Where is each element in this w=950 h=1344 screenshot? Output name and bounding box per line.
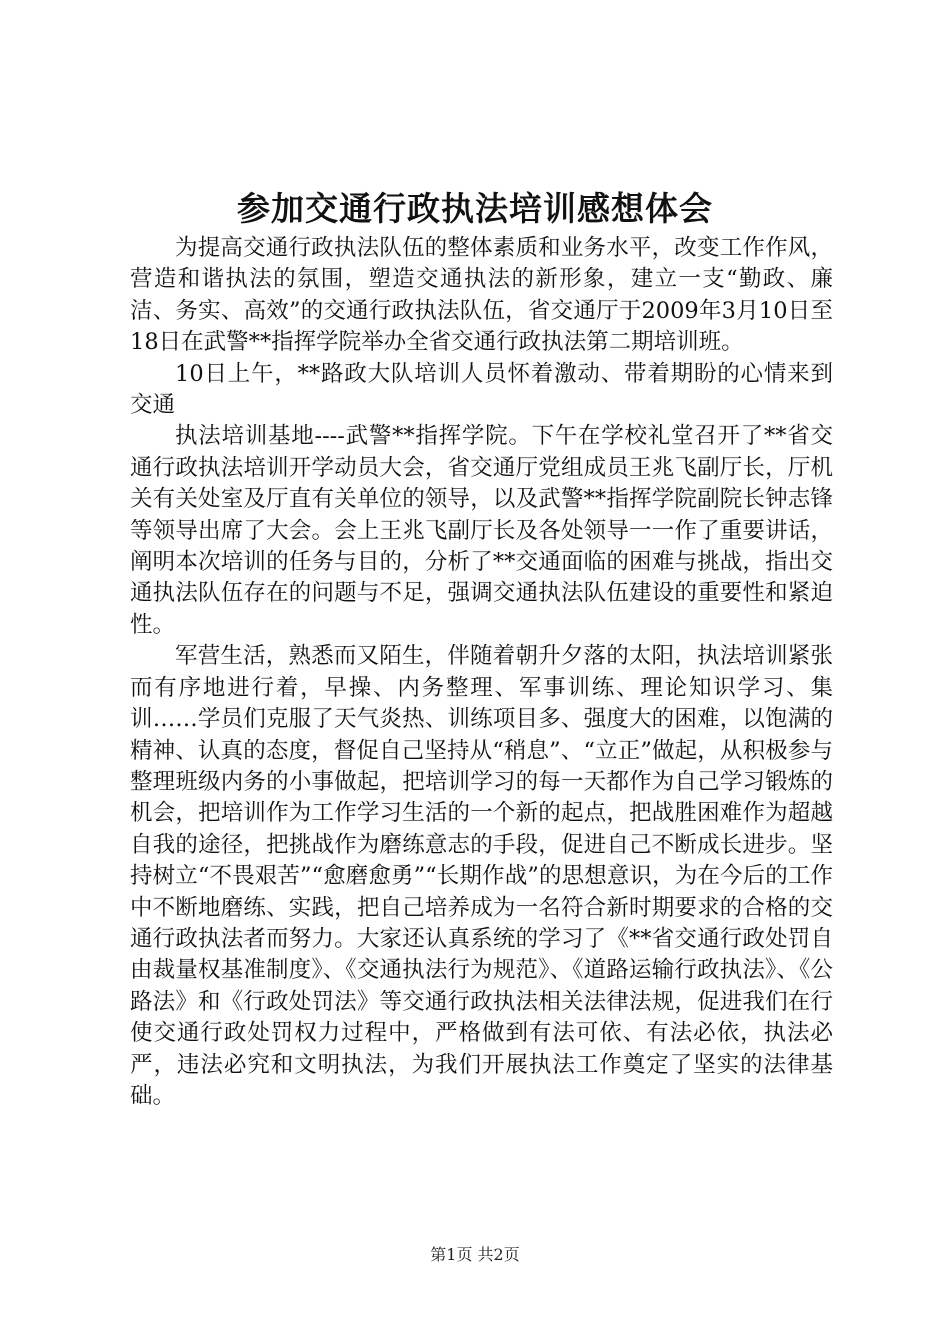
document-body xyxy=(130,233,833,1112)
page-number-footer: 第1页 共2页 xyxy=(430,1245,520,1264)
paragraph-military-life: 军营生活，熟悉而又陌生，伴随着朝升夕落的太阳，执法培训紧张而有序地进行着，早操、内务整理、军事训练、理论知识学习、集训……学员们克服了天气炎热、训练项目多、强度大的困难，以饱满的精神、认真的态度，督促自己坚持从“稍息”、“立正”做起，从积极参与整理班级内务的小事做起，把培训学习的每一天都作为自己学习锻炼的机会，把培训作为工作学习生活的一个新的起点，把战胜困难作为超越自我的途径，把挑战作为磨练意志的手段，促进自己不断成长进步。坚持树立“不畏艰苦”“愈磨愈勇”“长期作战”的思想意识，为在今后的工作中不断地磨练、实践，把自己培养成为一名符合新时期要求的合格的交通行政执法者而努力。大家还认真系统的学习了《**省交通行政处罚自由裁量权基准制度》、《交通执法行为规范》、《道路运输行政执法》、《公路法》和《行政处罚法》等交通行政执法相关法律法规，促进我们在行使交通行政处罚权力过程中，严格做到有法可依、有法必依，执法必严，违法必究和文明执法，为我们开展执法工作奠定了坚实的法律基础。 xyxy=(130,643,833,1109)
paragraph-intro: 为提高交通行政执法队伍的整体素质和业务水平，改变工作作风，营造和谐执法的氛围，塑造交通执法的新形象，建立一支“勤政、廉洁、务实、高效”的交通行政执法队伍，省交通厅于2009年3月10日至18日在武警**指挥学院举办全省交通行政执法第二期培训班。 xyxy=(130,235,833,356)
paragraph-arrival: 10日上午，**路政大队培训人员怀着激动、带着期盼的心情来到交通 xyxy=(130,360,833,419)
document-title: 参加交通行政执法培训感想体会 xyxy=(237,189,713,228)
paragraph-opening-ceremony: 执法培训基地----武警**指挥学院。下午在学校礼堂召开了**省交通行政执法培训开学动员大会，省交通厅党组成员王兆飞副厅长，厅机关有关处室及厅直有关单位的领导，以及武警**指挥学院副院长钟志锋等领导出席了大会。会上王兆飞副厅长及各处领导一一作了重要讲话，阐明本次培训的任务与目的，分析了**交通面临的困难与挑战，指出交通执法队伍存在的问题与不足，强调交通执法队伍建设的重要性和紧迫性。 xyxy=(130,423,833,638)
